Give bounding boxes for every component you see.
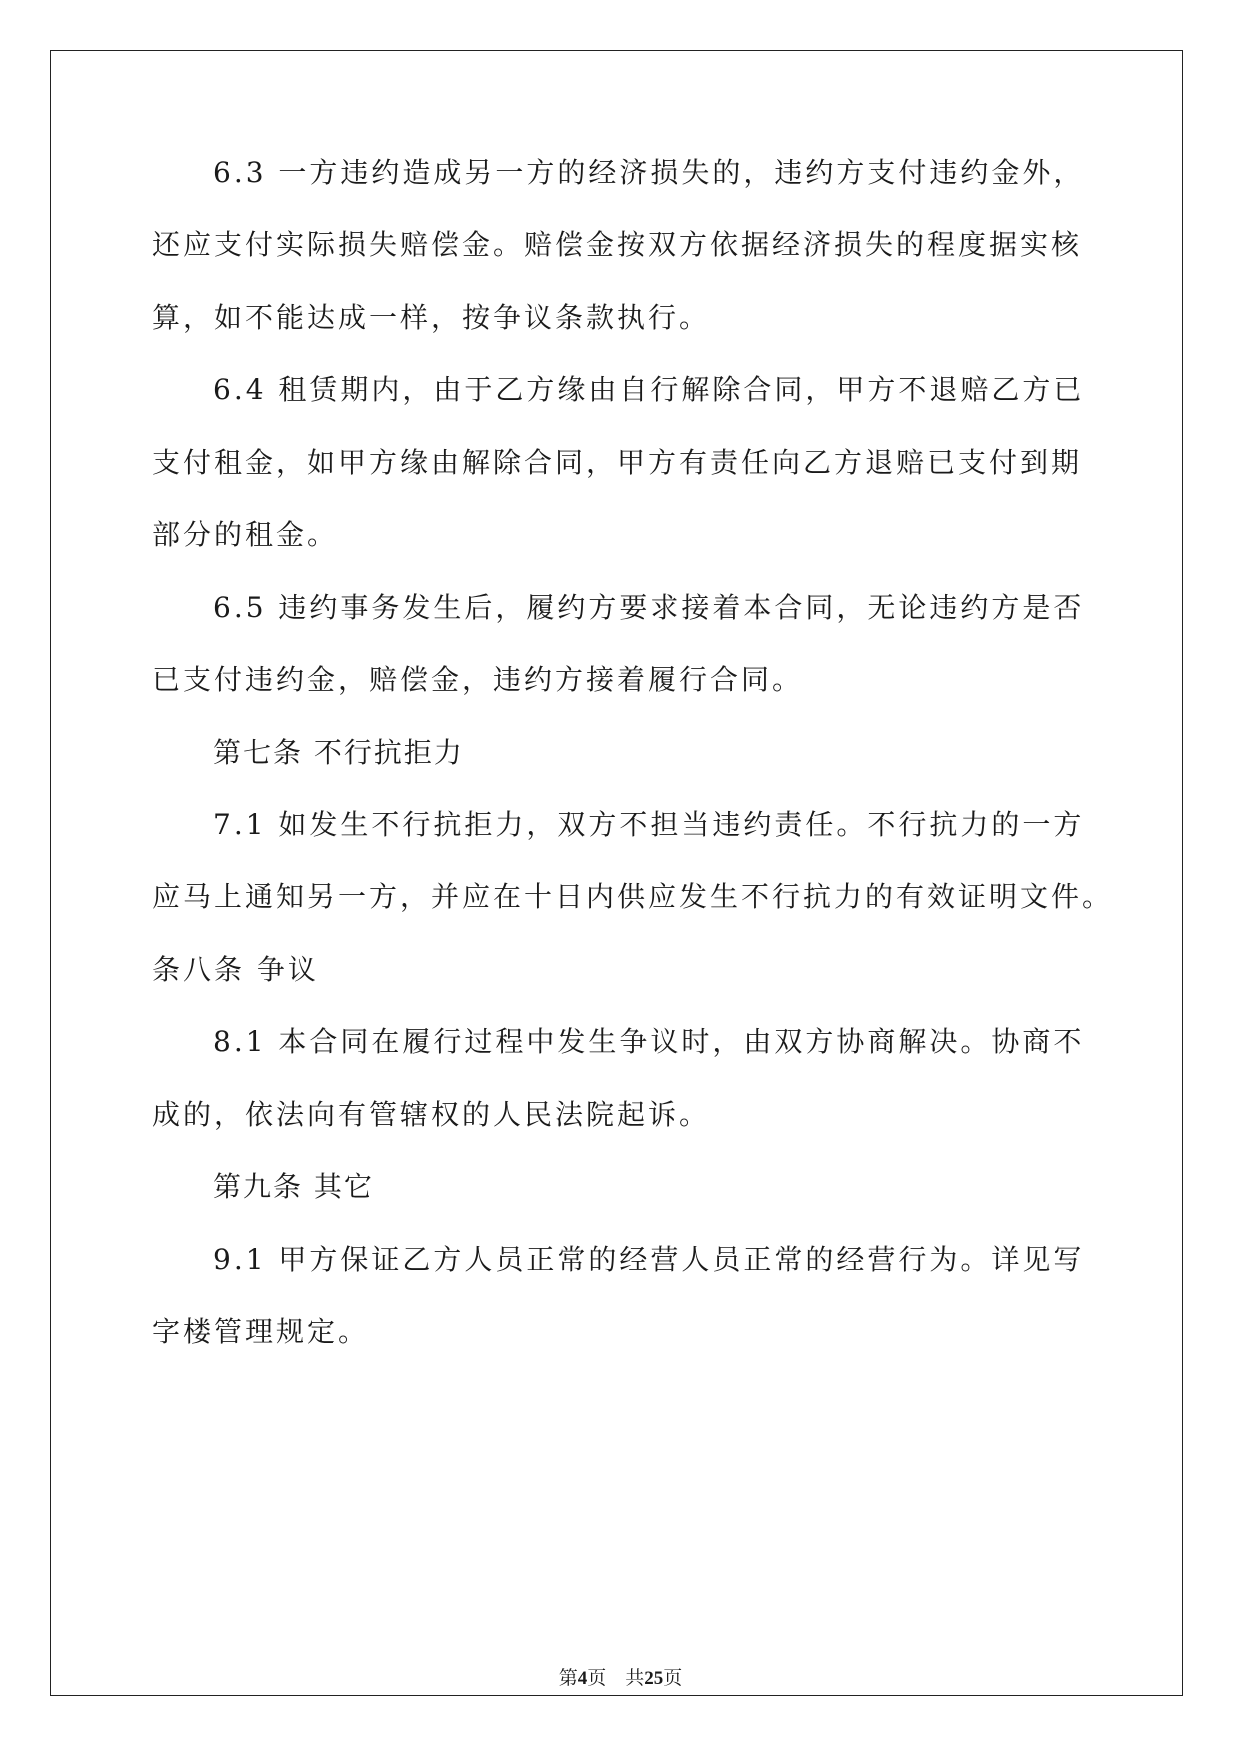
clause-6-4-line-1: 6.4 租赁期内，由于乙方缘由自行解除合同，甲方不退赔乙方已 — [213, 373, 1085, 406]
article-7-heading: 第七条 不行抗拒力 — [213, 736, 464, 769]
total-pages-number: 25 — [644, 1668, 664, 1689]
clause-9-1-line-2: 字楼管理规定。 — [152, 1315, 370, 1348]
footer-prefix: 第 — [558, 1668, 578, 1689]
clause-6-5-line-2: 已支付违约金，赔偿金，违约方接着履行合同。 — [152, 663, 804, 696]
footer-total-prefix: 共 — [625, 1668, 645, 1689]
article-9-heading: 第九条 其它 — [213, 1170, 374, 1203]
clause-6-4-line-3: 部分的租金。 — [152, 518, 339, 551]
current-page-number: 4 — [577, 1668, 588, 1689]
page-footer — [0, 1667, 1241, 1691]
clause-6-5-line-1: 6.5 违约事务发生后，履约方要求接着本合同，无论违约方是否 — [213, 591, 1085, 624]
clause-8-1-line-2: 成的，依法向有管辖权的人民法院起诉。 — [152, 1098, 711, 1131]
clause-7-1-line-2: 应马上通知另一方，并应在十日内供应发生不行抗力的有效证明文件。 — [152, 880, 1114, 913]
footer-page-unit: 页 — [587, 1668, 607, 1689]
clause-8-1-line-1: 8.1 本合同在履行过程中发生争议时，由双方协商解决。协商不 — [213, 1025, 1085, 1058]
clause-6-3-line-3: 算，如不能达成一样，按争议条款执行。 — [152, 301, 711, 334]
footer-total-unit: 页 — [663, 1668, 683, 1689]
clause-7-1-line-1: 7.1 如发生不行抗拒力，双方不担当违约责任。不行抗力的一方 — [213, 808, 1085, 841]
page-border — [50, 50, 1183, 1696]
clause-6-3-line-2: 还应支付实际损失赔偿金。赔偿金按双方依据经济损失的程度据实核 — [152, 228, 1083, 261]
clause-6-3-line-1: 6.3 一方违约造成另一方的经济损失的，违约方支付违约金外， — [213, 156, 1085, 189]
article-8-heading: 条八条 争议 — [152, 953, 319, 986]
clause-9-1-line-1: 9.1 甲方保证乙方人员正常的经营人员正常的经营行为。详见写 — [213, 1243, 1085, 1276]
clause-6-4-line-2: 支付租金，如甲方缘由解除合同，甲方有责任向乙方退赔已支付到期 — [152, 446, 1083, 479]
